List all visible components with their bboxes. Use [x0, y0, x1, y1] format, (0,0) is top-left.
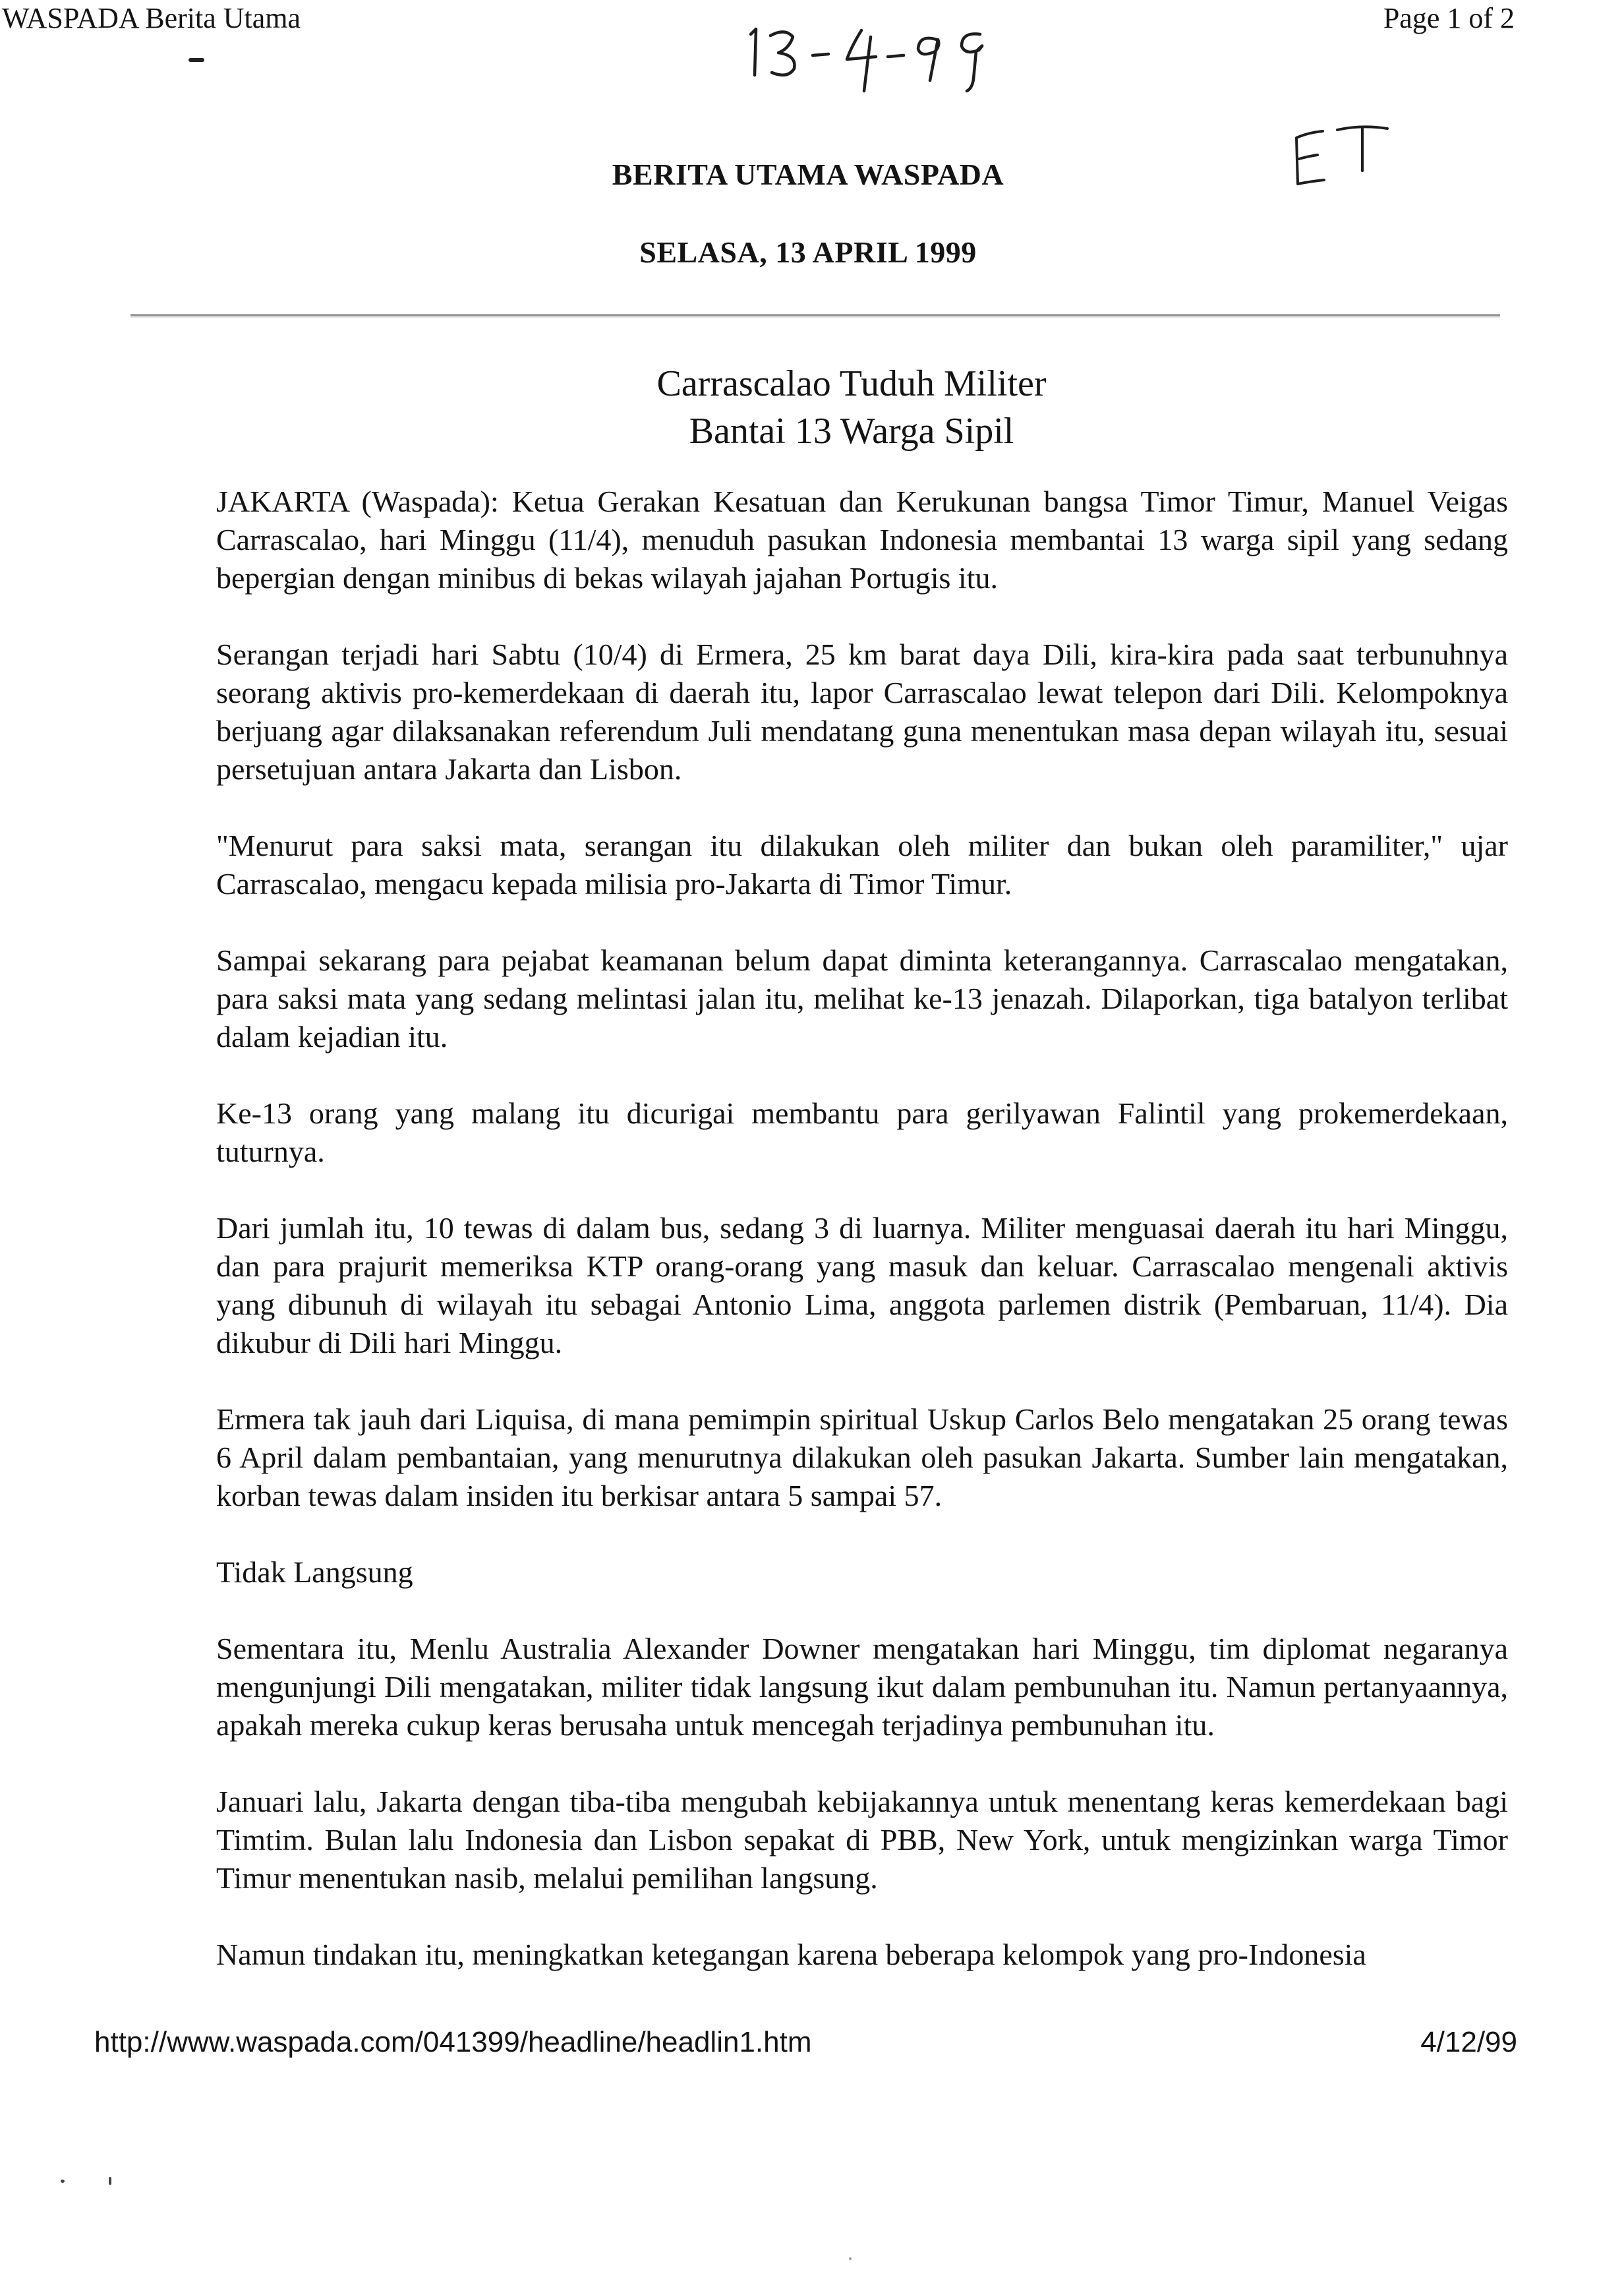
scan-speck [61, 2180, 65, 2183]
article-paragraph: Sementara itu, Menlu Australia Alexander Downer mengatakan hari Minggu, tim diplomat negaranya mengunjungi Dili mengatakan, militer tidak langsung ikut dalam pembunuhan itu. Namun pertanyaannya, apakah mereka cukup keras berusaha untuk mencegah terjadinya pembunuhan itu. [216, 1632, 1508, 1742]
masthead-date: SELASA, 13 APRIL 1999 [639, 235, 977, 269]
article-subheading: Tidak Langsung [216, 1555, 413, 1589]
article-body [216, 483, 1508, 1974]
horizontal-rule-shadow [130, 316, 1500, 318]
article-paragraph: Ermera tak jauh dari Liquisa, di mana pemimpin spiritual Uskup Carlos Belo mengatakan 25 orang tewas 6 April dalam pembantaian, yang menurutnya dilakukan oleh pasukan Jakarta. Sumber lain mengatakan, korban tewas dalam insiden itu berkisar antara 5 sampai 57. [216, 1402, 1508, 1512]
masthead-title: BERITA UTAMA WASPADA [612, 158, 1004, 191]
article-headline-line-1: Carrascalao Tuduh Militer [656, 363, 1047, 404]
handwritten-date-annotation [741, 15, 1031, 100]
article-paragraph: JAKARTA (Waspada): Ketua Gerakan Kesatuan dan Kerukunan bangsa Timor Timur, Manuel Veigas Carrascalao, hari Minggu (11/4), menuduh pasukan Indonesia membantai 13 warga sipil yang sedang bepergian dengan minibus di bekas wilayah jajahan Portugis itu. [216, 485, 1508, 595]
article-paragraph: Namun tindakan itu, meningkatkan ketegangan karena beberapa kelompok yang pro-Indonesia [216, 1938, 1366, 1971]
article-paragraph: Ke-13 orang yang malang itu dicurigai membantu para gerilyawan Falintil yang prokemerdekaan, tuturnya. [216, 1096, 1508, 1168]
page-header-title: WASPADA Berita Utama [2, 2, 301, 34]
ink-mark [188, 58, 204, 62]
scan-speck [109, 2177, 111, 2185]
footer-url[interactable]: http://www.waspada.com/041399/headline/headlin1.htm [94, 2026, 812, 2058]
footer-print-date: 4/12/99 [1420, 2026, 1517, 2058]
scan-speck [849, 2257, 852, 2260]
article-paragraph: Dari jumlah itu, 10 tewas di dalam bus, sedang 3 di luarnya. Militer menguasai daerah itu hari Minggu, dan para prajurit memeriksa KTP orang-orang yang masuk dan keluar. Carrascalao mengenali aktivis yang dibunuh di wilayah itu sebagai Antonio Lima, anggota parlemen distrik (Pembaruan, 11/4). Dia dikubur di Dili hari Minggu. [216, 1211, 1508, 1359]
article-paragraph: Serangan terjadi hari Sabtu (10/4) di Ermera, 25 km barat daya Dili, kira-kira pada saat terbunuhnya seorang aktivis pro-kemerdekaan di daerah itu, lapor Carrascalao lewat telepon dari Dili. Kelompoknya berjuang agar dilaksanakan referendum Juli mendatang guna menentukan masa depan wilayah itu, sesuai persetujuan antara Jakarta dan Lisbon. [216, 638, 1508, 786]
article-paragraph: Januari lalu, Jakarta dengan tiba-tiba mengubah kebijakannya untuk menentang keras kemerdekaan bagi Timtim. Bulan lalu Indonesia dan Lisbon sepakat di PBB, New York, untuk mengizinkan warga Timor Timur menentukan nasib, melalui pemilihan langsung. [216, 1785, 1508, 1895]
article-headline-line-2: Bantai 13 Warga Sipil [689, 411, 1014, 452]
article-paragraph: Sampai sekarang para pejabat keamanan belum dapat diminta keterangannya. Carrascalao mengatakan, para saksi mata yang sedang melintasi jalan itu, melihat ke-13 jenazah. Dilaporkan, tiga batalyon terlibat dalam kejadian itu. [216, 943, 1508, 1054]
article-paragraph: "Menurut para saksi mata, serangan itu dilakukan oleh militer dan bukan oleh paramiliter," ujar Carrascalao, mengacu kepada milisia pro-Jakarta di Timor Timur. [216, 829, 1508, 901]
page-number: Page 1 of 2 [1383, 2, 1515, 34]
